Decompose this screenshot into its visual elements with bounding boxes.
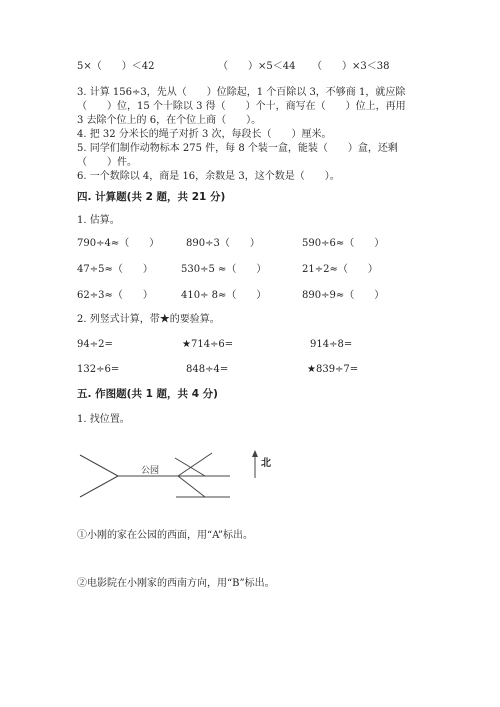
- park-label: 公园: [141, 466, 160, 476]
- north-label: 北: [261, 458, 271, 469]
- q4-text: 4. 把 32 分米长的绳子对折 3 次，每段长（ ）厘米。: [77, 129, 332, 140]
- q5-line-1: 5. 同学们制作动物标本 275 件，每 8 个装一盒，能装（ ）盒，还剩: [77, 143, 398, 154]
- instruction-b: ②电影院在小刚家的西南方向，用“B”标出。: [77, 578, 275, 589]
- vertical-item: 132÷6=: [77, 364, 120, 375]
- east-road-upper-right: [178, 453, 212, 476]
- section5-heading: 五. 作图题(共 1 题，共 4 分): [77, 388, 218, 400]
- estimate-item: 410÷ 8≈（ ）: [181, 290, 267, 301]
- vertical-item: 914÷8=: [310, 339, 353, 350]
- west-road-lower: [80, 476, 118, 497]
- vertical-item: 94÷2=: [77, 339, 113, 350]
- section4-heading: 四. 计算题(共 2 题，共 21 分): [77, 191, 226, 203]
- estimate-item: 62÷3≈（ ）: [77, 290, 153, 301]
- estimate-label: 1. 估算。: [77, 215, 120, 226]
- instruction-a: ①小刚的家在公园的西面，用“A”标出。: [77, 530, 253, 541]
- vertical-item: ★714÷6=: [182, 339, 234, 350]
- north-arrow-icon: [252, 450, 258, 457]
- vertical-item: 848÷4=: [186, 364, 229, 375]
- estimate-item: 21÷2≈（ ）: [302, 264, 378, 275]
- q3-line-1: 3. 计算 156÷3，先从（ ）位除起，1 个百除以 3，不够商 1，就应除: [77, 87, 406, 98]
- west-road-upper: [80, 455, 118, 476]
- q3-line-3: 3 去除个位上的 6，在个位上商（ ）。: [77, 115, 262, 126]
- estimate-item: 47÷5≈（ ）: [77, 264, 153, 275]
- blank-x3: （ ）×3＜38: [312, 61, 390, 72]
- q5-line-2: （ ）件。: [77, 157, 137, 168]
- q3-line-2: （ ）位，15 个十除以 3 得（ ）个十，商写在（ ）位上，再用: [77, 101, 406, 112]
- east-road-lower: [178, 476, 205, 497]
- vertical-item: ★839÷7=: [307, 364, 359, 375]
- estimate-item: 530÷5 ≈（ ）: [181, 264, 267, 275]
- blank-5x: 5×（ ）＜42: [77, 61, 155, 72]
- find-position-label: 1. 找位置。: [77, 414, 130, 425]
- estimate-item: 790÷4≈（ ）: [77, 238, 160, 249]
- blank-x5: （ ）×5＜44: [218, 61, 296, 72]
- vertical-calc-label: 2. 列竖式计算，带★的要验算。: [77, 314, 220, 325]
- estimate-item: 590÷6≈（ ）: [302, 238, 385, 249]
- q6-text: 6. 一个数除以 4，商是 16，余数是 3，这个数是（ ）。: [77, 171, 340, 182]
- estimate-item: 890÷9≈（ ）: [302, 290, 385, 301]
- estimate-item: 890÷3（ ）: [186, 238, 260, 249]
